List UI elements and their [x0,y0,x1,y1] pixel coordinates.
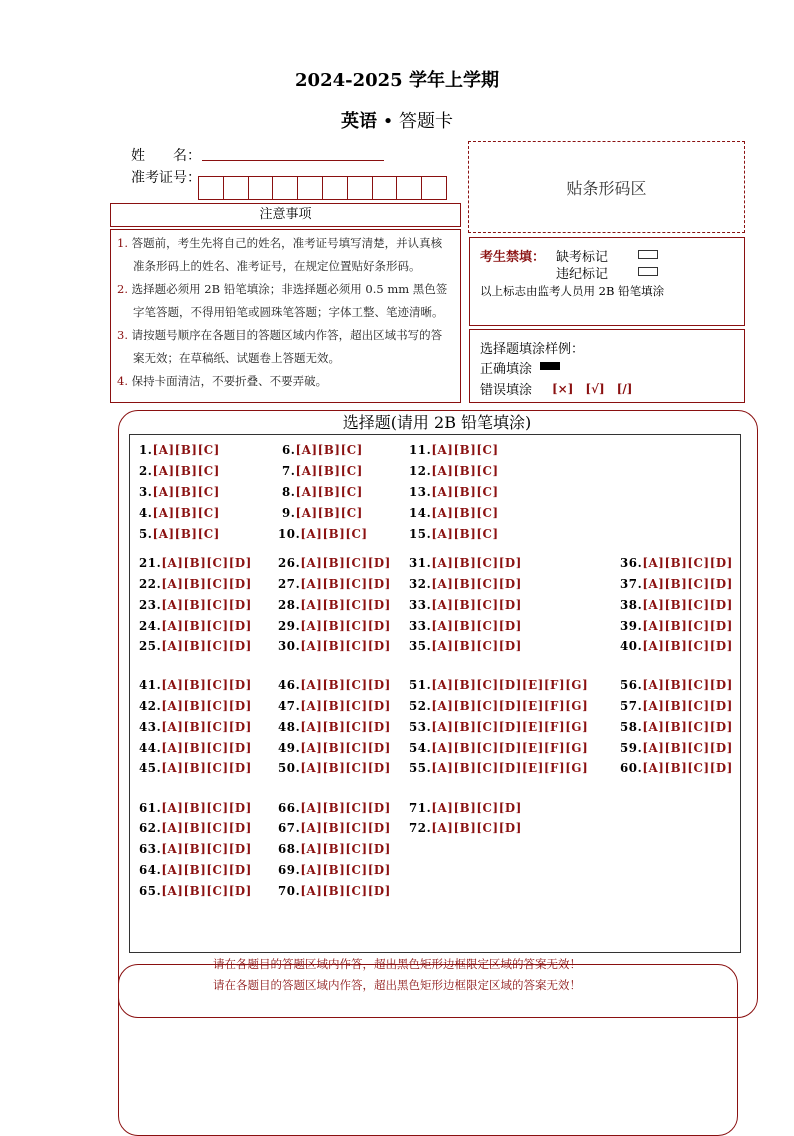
question-number: 43. [139,720,162,734]
answer-options[interactable]: [A][B][C][D] [642,639,733,653]
question-number: 55. [409,761,432,775]
question-row[interactable] [278,678,391,692]
question-number: 13. [409,485,432,499]
question-number: 30. [278,639,301,653]
answer-options[interactable]: [A][B][C][D] [161,863,252,877]
answer-options[interactable]: [A][B][C] [295,485,363,499]
question-number: 25. [139,639,162,653]
notice-heading: 注意事项 [110,203,461,227]
question-row[interactable] [278,699,391,713]
question-number: 45. [139,761,162,775]
answer-options[interactable]: [A][B][C][D] [642,556,733,570]
question-row[interactable] [139,884,252,898]
answer-options[interactable]: [A][B][C] [295,464,363,478]
violation-mark-box[interactable] [638,267,658,276]
question-row[interactable] [409,678,588,692]
answer-options[interactable]: [A][B][C][D] [642,699,733,713]
question-row[interactable] [282,464,363,478]
question-row[interactable] [278,577,391,591]
question-row[interactable] [139,678,252,692]
name-field[interactable] [202,159,384,161]
answer-options[interactable]: [A][B][C][D] [431,577,522,591]
question-number: 51. [409,678,432,692]
question-number: 59. [620,741,643,755]
question-row[interactable] [620,761,733,775]
notice-item [117,370,457,393]
question-row[interactable] [139,842,252,856]
answer-options[interactable]: [A][B][C][D] [431,598,522,612]
question-row[interactable] [409,720,588,734]
question-number: 42. [139,699,162,713]
answer-options[interactable]: [A][B][C][D] [300,639,391,653]
question-row[interactable] [620,720,733,734]
question-number: 23. [139,598,162,612]
answer-options[interactable]: [A][B][C][D] [642,761,733,775]
question-number: 37. [620,577,643,591]
id-digit-box[interactable] [297,176,323,200]
answer-options[interactable]: [A][B][C][D] [161,556,252,570]
question-number: 7. [282,464,296,478]
answer-options[interactable]: [A][B][C][D][E][F][G] [431,720,589,734]
answer-options[interactable]: [A][B][C][D] [431,821,522,835]
question-number: 49. [278,741,301,755]
question-row[interactable] [409,699,588,713]
answer-options[interactable]: [A][B][C][D] [300,842,391,856]
answer-options[interactable]: [A][B][C][D] [161,577,252,591]
answer-options[interactable]: [A][B][C] [431,485,499,499]
answer-options[interactable]: [A][B][C][D] [300,699,391,713]
question-row[interactable] [620,699,733,713]
question-row[interactable] [139,699,252,713]
question-number: 11. [409,443,432,457]
question-row[interactable] [139,598,252,612]
answer-options[interactable]: [A][B][C][D] [161,761,252,775]
section-title-text: 选择题(请用 2B 铅笔填涂) [339,413,536,432]
question-row[interactable] [409,741,588,755]
id-digit-box[interactable] [322,176,348,200]
question-row[interactable] [409,639,522,653]
barcode-label: 贴条形码区 [566,178,647,198]
dot-separator: • [382,111,394,132]
answer-options[interactable]: [A][B][C][D] [300,598,391,612]
question-row[interactable] [620,741,733,755]
absent-mark-box[interactable] [638,250,658,259]
id-number-boxes[interactable] [199,176,447,200]
wrong-sample-marks: [×] [√] [/] [552,382,633,396]
answer-options[interactable]: [A][B][C][D] [642,741,733,755]
notice-text: 请按题号顺序在各题目的答题区域内作答，超出区域书写的答 [131,328,443,342]
question-number: 67. [278,821,301,835]
answer-options[interactable]: [A][B][C][D] [300,619,391,633]
answer-options[interactable]: [A][B][C][D] [642,619,733,633]
id-digit-box[interactable] [248,176,274,200]
question-number: 64. [139,863,162,877]
question-number: 10. [278,527,301,541]
answer-options[interactable]: [A][B][C][D] [161,678,252,692]
question-number: 65. [139,884,162,898]
question-number: 60. [620,761,643,775]
question-row[interactable] [409,577,522,591]
question-row[interactable] [139,577,252,591]
id-digit-box[interactable] [347,176,373,200]
question-number: 28. [278,598,301,612]
answer-options[interactable]: [A][B][C][D] [300,884,391,898]
answer-options[interactable]: [A][B][C][D] [300,741,391,755]
answer-options[interactable]: [A][B][C][D] [300,761,391,775]
notice-number: 1. [117,236,128,250]
notice-number: 2. [117,282,128,296]
correct-label: 正确填涂 [480,362,533,377]
question-row[interactable] [278,842,391,856]
forbid-note: 以上标志由监考人员用 2B 铅笔填涂 [480,284,665,298]
answer-options[interactable]: [A][B][C] [152,485,220,499]
area-warning: 请在各题目的答题区域内作答，超出黑色矩形边框限定区域的答案无效！ [213,957,581,971]
answer-options[interactable]: [A][B][C][D] [161,639,252,653]
notice-text: 案无效；在草稿纸、试题卷上答题无效。 [133,351,340,365]
question-number: 12. [409,464,432,478]
question-number: 50. [278,761,301,775]
id-digit-box[interactable] [223,176,249,200]
correct-sample-fill [540,362,560,370]
question-number: 33. [409,619,432,633]
question-row[interactable] [139,821,252,835]
question-row[interactable] [409,619,522,633]
question-row[interactable] [409,821,522,835]
answer-options[interactable]: [A][B][C] [152,527,220,541]
notice-number: 4. [117,374,128,388]
question-number: 41. [139,678,162,692]
question-number: 27. [278,577,301,591]
question-row[interactable] [139,801,252,815]
answer-options[interactable]: [A][B][C][D] [642,720,733,734]
id-digit-box[interactable] [421,176,447,200]
answer-options[interactable]: [A][B][C][D] [161,842,252,856]
answer-options[interactable]: [A][B][C] [152,506,220,520]
name-label: 姓 名： [131,148,201,164]
question-number: 8. [282,485,296,499]
question-row[interactable] [278,556,391,570]
answer-options[interactable]: [A][B][C][D] [431,619,522,633]
question-number: 69. [278,863,301,877]
answer-options[interactable]: [A][B][C] [431,527,499,541]
question-number: 9. [282,506,296,520]
question-row[interactable] [409,761,588,775]
answer-options[interactable]: [A][B][C][D] [300,577,391,591]
notice-text: 保持卡面清洁，不要折叠、不要弄破。 [131,374,328,388]
question-number: 40. [620,639,643,653]
answer-options[interactable]: [A][B][C][D] [161,741,252,755]
question-number: 66. [278,801,301,815]
sample-title: 选择题填涂样例： [480,342,585,357]
absent-label: 缺考标记 [556,250,609,265]
barcode-area [468,141,745,233]
sample-box [469,329,745,403]
question-row[interactable] [409,485,499,499]
question-row[interactable] [139,619,252,633]
question-row[interactable] [278,741,391,755]
question-row[interactable] [278,527,368,541]
answer-options[interactable]: [A][B][C][D] [161,884,252,898]
question-number: 68. [278,842,301,856]
answer-options[interactable]: [A][B][C] [295,443,363,457]
violation-label: 违纪标记 [556,267,609,282]
question-number: 47. [278,699,301,713]
question-row[interactable] [139,443,220,457]
question-number: 29. [278,619,301,633]
notice-text: 字笔答题，不得用铅笔或圆珠笔答题；字体工整、笔迹清晰。 [133,305,444,319]
id-digit-box[interactable] [372,176,398,200]
question-number: 46. [278,678,301,692]
exam-subtitle [0,107,794,133]
question-number: 71. [409,801,432,815]
question-row[interactable] [278,639,391,653]
answer-options[interactable]: [A][B][C][D] [300,801,391,815]
question-row[interactable] [409,527,499,541]
question-row[interactable] [139,464,220,478]
question-row[interactable] [409,506,499,520]
answer-options[interactable]: [A][B][C][D] [642,577,733,591]
question-row[interactable] [409,598,522,612]
answer-options[interactable]: [A][B][C][D] [161,720,252,734]
answer-options[interactable]: [A][B][C][D][E][F][G] [431,761,589,775]
question-row[interactable] [139,506,220,520]
question-row[interactable] [278,801,391,815]
answer-options[interactable]: [A][B][C] [300,527,368,541]
notice-item [117,278,457,324]
question-number: 72. [409,821,432,835]
wrong-label: 错误填涂 [480,383,533,398]
question-row[interactable] [139,741,252,755]
answer-options[interactable]: [A][B][C][D][E][F][G] [431,678,589,692]
answer-options[interactable]: [A][B][C][D][E][F][G] [431,741,589,755]
question-row[interactable] [139,527,220,541]
question-row[interactable] [278,720,391,734]
notice-box [110,229,461,403]
question-number: 31. [409,556,432,570]
question-number: 6. [282,443,296,457]
question-number: 3. [139,485,153,499]
question-row[interactable] [620,639,733,653]
answer-options[interactable]: [A][B][C][D] [161,619,252,633]
question-number: 39. [620,619,643,633]
question-row[interactable] [278,619,391,633]
question-number: 36. [620,556,643,570]
answer-options[interactable]: [A][B][C][D][E][F][G] [431,699,589,713]
answer-options[interactable]: [A][B][C][D] [161,699,252,713]
notice-text: 准条形码上的姓名、准考证号，在规定位置贴好条形码。 [133,259,421,273]
answer-options[interactable]: [A][B][C][D] [642,598,733,612]
forbid-box [469,237,745,326]
question-row[interactable] [278,598,391,612]
question-number: 70. [278,884,301,898]
question-number: 33. [409,598,432,612]
question-row[interactable] [409,801,522,815]
question-number: 15. [409,527,432,541]
answer-options[interactable]: [A][B][C] [431,464,499,478]
question-row[interactable] [620,598,733,612]
question-row[interactable] [278,761,391,775]
answer-options[interactable]: [A][B][C] [152,464,220,478]
question-number: 24. [139,619,162,633]
question-number: 4. [139,506,153,520]
question-row[interactable] [282,485,363,499]
answer-options[interactable]: [A][B][C][D] [642,678,733,692]
section-title [118,410,756,433]
question-row[interactable] [139,863,252,877]
question-row[interactable] [620,577,733,591]
question-row[interactable] [409,464,499,478]
question-row[interactable] [620,619,733,633]
answer-options[interactable]: [A][B][C][D] [431,639,522,653]
answer-options[interactable]: [A][B][C] [431,443,499,457]
question-number: 62. [139,821,162,835]
question-row[interactable] [620,556,733,570]
question-row[interactable] [278,884,391,898]
question-row[interactable] [139,485,220,499]
question-row[interactable] [409,443,499,457]
answer-sheet-label: 答题卡 [399,111,454,132]
question-number: 14. [409,506,432,520]
question-number: 56. [620,678,643,692]
question-number: 54. [409,741,432,755]
question-number: 32. [409,577,432,591]
answer-options[interactable]: [A][B][C] [295,506,363,520]
notice-item [117,232,457,278]
notice-number: 3. [117,328,128,342]
id-digit-box[interactable] [396,176,422,200]
question-number: 61. [139,801,162,815]
id-digit-box[interactable] [272,176,298,200]
answer-options[interactable]: [A][B][C][D] [300,863,391,877]
question-number: 35. [409,639,432,653]
question-number: 53. [409,720,432,734]
area-warning: 请在各题目的答题区域内作答，超出黑色矩形边框限定区域的答案无效！ [213,978,581,992]
id-digit-box[interactable] [198,176,224,200]
question-number: 44. [139,741,162,755]
question-row[interactable] [282,506,363,520]
question-row[interactable] [139,720,252,734]
question-row[interactable] [278,863,391,877]
question-number: 58. [620,720,643,734]
answer-options[interactable]: [A][B][C][D] [300,678,391,692]
forbid-label: 考生禁填： [480,250,546,265]
question-number: 5. [139,527,153,541]
exam-title: 2024-2025 学年上学期 [295,70,499,91]
answer-options[interactable]: [A][B][C][D] [161,598,252,612]
question-row[interactable] [139,556,252,570]
question-number: 38. [620,598,643,612]
answer-options[interactable]: [A][B][C][D] [300,821,391,835]
notice-item [117,324,457,370]
answer-options[interactable]: [A][B][C][D] [431,801,522,815]
question-number: 22. [139,577,162,591]
answer-options[interactable]: [A][B][C][D] [300,720,391,734]
question-row[interactable] [139,761,252,775]
question-number: 26. [278,556,301,570]
question-row[interactable] [139,639,252,653]
question-row[interactable] [409,556,522,570]
question-number: 52. [409,699,432,713]
subject-label: 英语 [340,111,377,132]
answer-options[interactable]: [A][B][C] [152,443,220,457]
notice-text: 答题前，考生先将自己的姓名，准考证号填写清楚，并认真核 [131,236,443,250]
id-label: 准考证号： [131,170,201,186]
answer-options[interactable]: [A][B][C][D] [431,556,522,570]
question-number: 1. [139,443,153,457]
question-row[interactable] [620,678,733,692]
question-number: 63. [139,842,162,856]
question-number: 21. [139,556,162,570]
question-row[interactable] [282,443,363,457]
notice-text: 选择题必须用 2B 铅笔填涂；非选择题必须用 0.5 mm 黑色签 [131,282,448,296]
question-number: 57. [620,699,643,713]
question-number: 2. [139,464,153,478]
answer-options[interactable]: [A][B][C][D] [300,556,391,570]
answer-options[interactable]: [A][B][C] [431,506,499,520]
question-number: 48. [278,720,301,734]
answer-options[interactable]: [A][B][C][D] [161,801,252,815]
answer-options[interactable]: [A][B][C][D] [161,821,252,835]
question-row[interactable] [278,821,391,835]
